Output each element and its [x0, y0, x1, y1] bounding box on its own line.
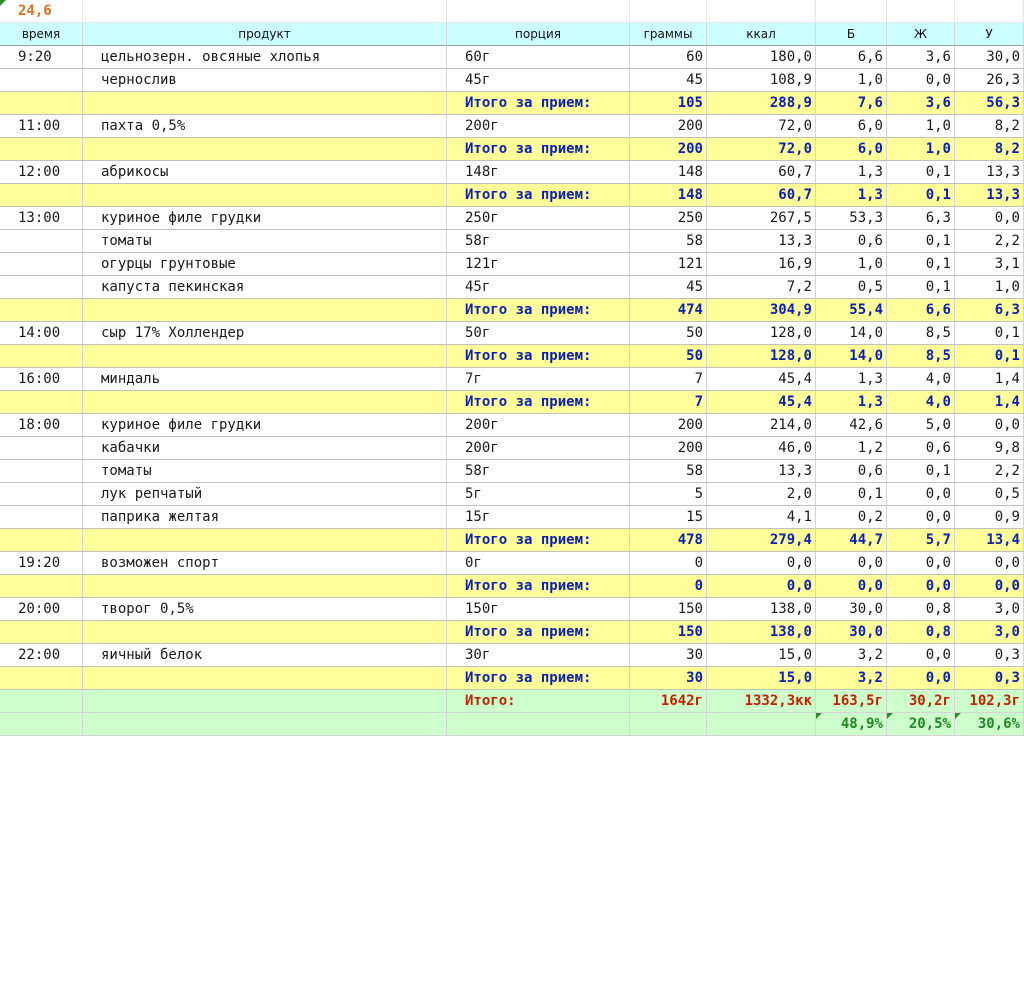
cell-grams[interactable]: 200 [630, 414, 707, 437]
cell-fat[interactable]: 0,0 [887, 506, 955, 529]
cell-kcal[interactable]: 45,4 [707, 391, 816, 414]
cell-time[interactable]: 9:20 [0, 46, 83, 69]
table-row [0, 207, 1024, 230]
subtotal-row [0, 184, 1024, 207]
cell-fat[interactable]: 0,1 [887, 184, 955, 207]
subtotal-row [0, 575, 1024, 598]
cell-empty[interactable] [0, 138, 83, 161]
cell-portion[interactable]: 60г [447, 46, 630, 69]
cell-time[interactable] [0, 437, 83, 460]
cell-product[interactable]: возможен спорт [83, 552, 447, 575]
header-fat[interactable]: Ж [887, 23, 955, 46]
cell-carbs[interactable]: 0,3 [955, 667, 1024, 690]
table-row [0, 483, 1024, 506]
cell-product[interactable]: пахта 0,5% [83, 115, 447, 138]
cell-carbs[interactable]: 26,3 [955, 69, 1024, 92]
cell-empty[interactable] [83, 345, 447, 368]
cell-protein[interactable]: 14,0 [816, 322, 887, 345]
cell-carbs[interactable]: 0,0 [955, 552, 1024, 575]
percent-value: 48,9% [840, 716, 883, 732]
cell-carbs[interactable]: 13,3 [955, 161, 1024, 184]
cell-empty[interactable] [83, 621, 447, 644]
cell-fat[interactable]: 3,6 [887, 92, 955, 115]
cell-empty[interactable] [955, 0, 1024, 23]
cell-kcal[interactable]: 46,0 [707, 437, 816, 460]
cell-product[interactable]: чернослив [83, 69, 447, 92]
cell-kcal[interactable]: 138,0 [707, 598, 816, 621]
table-row [0, 161, 1024, 184]
cell-product[interactable]: огурцы грунтовые [83, 253, 447, 276]
cell-protein[interactable]: 0,0 [816, 575, 887, 598]
cell-fat[interactable]: 0,0 [887, 552, 955, 575]
cell-protein[interactable]: 30,0 [816, 598, 887, 621]
cell-kcal[interactable]: 267,5 [707, 207, 816, 230]
cell-fat[interactable]: 8,5 [887, 322, 955, 345]
percent-carbs[interactable] [955, 713, 1024, 736]
cell-fat[interactable]: 0,0 [887, 644, 955, 667]
cell-fat[interactable]: 0,1 [887, 230, 955, 253]
cell-kcal[interactable]: 4,1 [707, 506, 816, 529]
comment-marker-icon [816, 713, 822, 719]
cell-product[interactable]: яичный белок [83, 644, 447, 667]
subtotal-label[interactable]: Итого за прием: [447, 575, 630, 598]
cell-fat[interactable]: 3,6 [887, 46, 955, 69]
cell-kcal[interactable]: 128,0 [707, 322, 816, 345]
cell-portion[interactable]: 148г [447, 161, 630, 184]
cell-portion[interactable]: 250г [447, 207, 630, 230]
cell-carbs[interactable]: 0,1 [955, 345, 1024, 368]
cell-fat[interactable]: 1,0 [887, 138, 955, 161]
cell-grams[interactable]: 7 [630, 368, 707, 391]
cell-portion[interactable]: 45г [447, 276, 630, 299]
cell-protein[interactable]: 0,6 [816, 460, 887, 483]
cell-protein[interactable]: 6,6 [816, 46, 887, 69]
cell-carbs[interactable]: 0,0 [955, 207, 1024, 230]
subtotal-label[interactable]: Итого за прием: [447, 529, 630, 552]
cell-empty[interactable] [83, 184, 447, 207]
cell-portion[interactable]: 150г [447, 598, 630, 621]
cell-kcal[interactable]: 7,2 [707, 276, 816, 299]
table-row [0, 460, 1024, 483]
cell-fat[interactable]: 0,8 [887, 621, 955, 644]
cell-empty[interactable] [0, 529, 83, 552]
cell-kcal[interactable]: 16,9 [707, 253, 816, 276]
table-row [0, 552, 1024, 575]
cell-portion[interactable]: 5г [447, 483, 630, 506]
header-protein[interactable]: Б [816, 23, 887, 46]
cell-time[interactable]: 20:00 [0, 598, 83, 621]
cell-kcal[interactable]: 15,0 [707, 644, 816, 667]
cell-product[interactable]: абрикосы [83, 161, 447, 184]
cell-kcal[interactable]: 60,7 [707, 184, 816, 207]
cell-fat[interactable]: 0,1 [887, 460, 955, 483]
cell-fat[interactable]: 6,6 [887, 299, 955, 322]
cell-fat[interactable]: 0,8 [887, 598, 955, 621]
cell-kcal[interactable]: 72,0 [707, 138, 816, 161]
cell-grams[interactable]: 200 [630, 115, 707, 138]
cell-product[interactable]: цельнозерн. овсяные хлопья [83, 46, 447, 69]
cell-product[interactable]: томаты [83, 230, 447, 253]
cell-portion[interactable]: 7г [447, 368, 630, 391]
cell-grams[interactable]: 148 [630, 161, 707, 184]
cell-kcal[interactable]: 13,3 [707, 230, 816, 253]
cell-time[interactable]: 13:00 [0, 207, 83, 230]
cell-time[interactable] [0, 69, 83, 92]
cell-protein[interactable]: 42,6 [816, 414, 887, 437]
percent-value: 30,6% [977, 716, 1020, 732]
cell-empty[interactable] [83, 0, 447, 23]
cell-grams[interactable]: 0 [630, 552, 707, 575]
cell-fat[interactable]: 0,0 [887, 667, 955, 690]
cell-product[interactable]: томаты [83, 460, 447, 483]
cell-product[interactable]: лук репчатый [83, 483, 447, 506]
cell-grams[interactable]: 30 [630, 667, 707, 690]
cell-kcal[interactable]: 13,3 [707, 460, 816, 483]
cell-grams[interactable]: 50 [630, 322, 707, 345]
cell-empty[interactable] [0, 690, 83, 713]
cell-empty[interactable] [0, 345, 83, 368]
cell-carbs[interactable]: 8,2 [955, 115, 1024, 138]
cell-portion[interactable]: 121г [447, 253, 630, 276]
cell-fat[interactable]: 8,5 [887, 345, 955, 368]
cell-empty[interactable] [0, 575, 83, 598]
cell-product[interactable]: капуста пекинская [83, 276, 447, 299]
comment-marker-icon [0, 0, 6, 6]
cell-kcal[interactable]: 2,0 [707, 483, 816, 506]
cell-fat[interactable]: 0,0 [887, 575, 955, 598]
subtotal-label[interactable]: Итого за прием: [447, 345, 630, 368]
cell-kcal[interactable]: 304,9 [707, 299, 816, 322]
cell-protein[interactable]: 0,2 [816, 506, 887, 529]
cell-time[interactable]: 22:00 [0, 644, 83, 667]
percent-row [0, 713, 1024, 736]
table-row [0, 414, 1024, 437]
cell-kcal[interactable]: 0,0 [707, 552, 816, 575]
cell-grams[interactable]: 50 [630, 345, 707, 368]
cell-time[interactable] [0, 230, 83, 253]
cell-fat[interactable]: 1,0 [887, 115, 955, 138]
cell-empty[interactable] [0, 92, 83, 115]
cell-carbs[interactable]: 0,0 [955, 575, 1024, 598]
table-row [0, 276, 1024, 299]
cell-carbs[interactable]: 9,8 [955, 437, 1024, 460]
cell-empty[interactable] [83, 92, 447, 115]
cell-time[interactable] [0, 276, 83, 299]
cell-protein[interactable]: 6,0 [816, 115, 887, 138]
cell-empty[interactable] [630, 0, 707, 23]
cell-fat[interactable]: 0,1 [887, 161, 955, 184]
cell-carbs[interactable]: 102,3г [955, 690, 1024, 713]
cell-empty[interactable] [83, 391, 447, 414]
cell-grams[interactable]: 5 [630, 483, 707, 506]
header-grams[interactable]: граммы [630, 23, 707, 46]
cell-portion[interactable]: 58г [447, 460, 630, 483]
cell-grams[interactable]: 58 [630, 460, 707, 483]
cell-grams[interactable]: 250 [630, 207, 707, 230]
cell-product[interactable]: куриное филе грудки [83, 414, 447, 437]
subtotal-row [0, 621, 1024, 644]
cell-empty[interactable] [0, 299, 83, 322]
header-kcal[interactable]: ккал [707, 23, 816, 46]
cell-carbs[interactable]: 0,9 [955, 506, 1024, 529]
cell-grams[interactable]: 30 [630, 644, 707, 667]
cell-grams[interactable]: 15 [630, 506, 707, 529]
cell-time[interactable]: 16:00 [0, 368, 83, 391]
subtotal-label[interactable]: Итого за прием: [447, 92, 630, 115]
cell-grams[interactable]: 150 [630, 598, 707, 621]
cell-grams[interactable]: 200 [630, 437, 707, 460]
cell-carbs[interactable]: 0,1 [955, 322, 1024, 345]
cell-portion[interactable]: 45г [447, 69, 630, 92]
percent-protein[interactable] [816, 713, 887, 736]
cell-protein[interactable]: 1,3 [816, 368, 887, 391]
cell-fat[interactable]: 4,0 [887, 391, 955, 414]
cell-carbs[interactable]: 3,0 [955, 621, 1024, 644]
cell-product[interactable]: миндаль [83, 368, 447, 391]
cell-carbs[interactable]: 0,0 [955, 414, 1024, 437]
cell-fat[interactable]: 30,2г [887, 690, 955, 713]
cell-time[interactable]: 14:00 [0, 322, 83, 345]
cell-product[interactable]: кабачки [83, 437, 447, 460]
cell-carbs[interactable]: 1,4 [955, 368, 1024, 391]
cell-kcal[interactable]: 45,4 [707, 368, 816, 391]
cell-protein[interactable]: 163,5г [816, 690, 887, 713]
cell-time[interactable] [0, 253, 83, 276]
cell-fat[interactable]: 4,0 [887, 368, 955, 391]
cell-time[interactable]: 19:20 [0, 552, 83, 575]
cell-carbs[interactable]: 13,4 [955, 529, 1024, 552]
cell-protein[interactable]: 3,2 [816, 667, 887, 690]
subtotal-label[interactable]: Итого за прием: [447, 391, 630, 414]
cell-portion[interactable]: 58г [447, 230, 630, 253]
table-row [0, 598, 1024, 621]
sheet-row-top [0, 0, 1024, 23]
cell-grams[interactable]: 0 [630, 575, 707, 598]
cell-kcal[interactable]: 138,0 [707, 621, 816, 644]
cell-carbs[interactable]: 1,4 [955, 391, 1024, 414]
subtotal-row [0, 345, 1024, 368]
cell-protein[interactable]: 14,0 [816, 345, 887, 368]
cell-portion[interactable]: 200г [447, 414, 630, 437]
cell-kcal[interactable]: 15,0 [707, 667, 816, 690]
grand-total-label[interactable]: Итого: [447, 690, 630, 713]
subtotal-row [0, 391, 1024, 414]
cell-empty[interactable] [447, 0, 630, 23]
cell-empty[interactable] [0, 621, 83, 644]
cell-grams[interactable]: 478 [630, 529, 707, 552]
cell-grams[interactable]: 58 [630, 230, 707, 253]
comment-marker-icon [887, 713, 893, 719]
subtotal-row [0, 299, 1024, 322]
header-portion[interactable]: порция [447, 23, 630, 46]
cell-protein[interactable]: 3,2 [816, 644, 887, 667]
cell-product[interactable]: паприка желтая [83, 506, 447, 529]
cell-protein[interactable]: 1,3 [816, 184, 887, 207]
table-row [0, 46, 1024, 69]
cell-time[interactable] [0, 506, 83, 529]
cell-empty[interactable] [707, 0, 816, 23]
cell-empty[interactable] [0, 391, 83, 414]
cell-time[interactable] [0, 460, 83, 483]
cell-empty[interactable] [83, 575, 447, 598]
cell-empty[interactable] [630, 713, 707, 736]
cell-grams[interactable]: 474 [630, 299, 707, 322]
cell-kcal[interactable]: 108,9 [707, 69, 816, 92]
subtotal-label[interactable]: Итого за прием: [447, 299, 630, 322]
subtotal-row [0, 138, 1024, 161]
cell-protein[interactable]: 1,0 [816, 253, 887, 276]
cell-protein[interactable]: 0,1 [816, 483, 887, 506]
cell-kcal[interactable]: 0,0 [707, 575, 816, 598]
cell-empty[interactable] [447, 713, 630, 736]
cell-carbs[interactable]: 0,5 [955, 483, 1024, 506]
cell-empty[interactable] [83, 138, 447, 161]
cell-carbs[interactable]: 2,2 [955, 230, 1024, 253]
cell-kcal[interactable]: 180,0 [707, 46, 816, 69]
cell-carbs[interactable]: 56,3 [955, 92, 1024, 115]
table-row [0, 437, 1024, 460]
table-row [0, 644, 1024, 667]
cell-kcal[interactable]: 128,0 [707, 345, 816, 368]
cell-grams[interactable]: 1642г [630, 690, 707, 713]
cell-fat[interactable]: 0,0 [887, 69, 955, 92]
cell-carbs[interactable]: 2,2 [955, 460, 1024, 483]
subtotal-label[interactable]: Итого за прием: [447, 138, 630, 161]
cell-portion[interactable]: 200г [447, 115, 630, 138]
cell-protein[interactable]: 1,3 [816, 391, 887, 414]
cell-grams[interactable]: 45 [630, 276, 707, 299]
header-carbs[interactable]: У [955, 23, 1024, 46]
header-time[interactable]: время [0, 23, 83, 46]
table-row [0, 115, 1024, 138]
subtotal-row [0, 92, 1024, 115]
cell-empty[interactable] [83, 690, 447, 713]
cell-portion[interactable]: 200г [447, 437, 630, 460]
cell-carbs[interactable]: 3,1 [955, 253, 1024, 276]
cell-protein[interactable]: 30,0 [816, 621, 887, 644]
cell-protein[interactable]: 7,6 [816, 92, 887, 115]
cell-empty[interactable] [0, 184, 83, 207]
cell-kcal[interactable]: 72,0 [707, 115, 816, 138]
cell-protein[interactable]: 1,0 [816, 69, 887, 92]
cell-protein[interactable]: 55,4 [816, 299, 887, 322]
cell-top-value[interactable] [0, 0, 83, 23]
cell-fat[interactable]: 5,0 [887, 414, 955, 437]
cell-protein[interactable]: 0,5 [816, 276, 887, 299]
cell-grams[interactable]: 7 [630, 391, 707, 414]
table-row [0, 322, 1024, 345]
header-product[interactable]: продукт [83, 23, 447, 46]
header-row [0, 23, 1024, 46]
subtotal-row [0, 667, 1024, 690]
cell-portion[interactable]: 15г [447, 506, 630, 529]
grand-total-row [0, 690, 1024, 713]
cell-kcal[interactable]: 1332,3кк [707, 690, 816, 713]
cell-protein[interactable]: 0,0 [816, 552, 887, 575]
cell-kcal[interactable]: 60,7 [707, 161, 816, 184]
subtotal-label[interactable]: Итого за прием: [447, 667, 630, 690]
cell-protein[interactable]: 6,0 [816, 138, 887, 161]
cell-protein[interactable]: 53,3 [816, 207, 887, 230]
cell-product[interactable]: сыр 17% Холлендер [83, 322, 447, 345]
cell-product[interactable]: творог 0,5% [83, 598, 447, 621]
cell-empty[interactable] [707, 713, 816, 736]
cell-empty[interactable] [83, 667, 447, 690]
cell-fat[interactable]: 0,1 [887, 276, 955, 299]
cell-empty[interactable] [83, 299, 447, 322]
table-row [0, 506, 1024, 529]
cell-time[interactable] [0, 483, 83, 506]
cell-protein[interactable]: 0,6 [816, 230, 887, 253]
cell-carbs[interactable]: 13,3 [955, 184, 1024, 207]
table-row [0, 368, 1024, 391]
cell-fat[interactable]: 6,3 [887, 207, 955, 230]
cell-portion[interactable]: 30г [447, 644, 630, 667]
cell-product[interactable]: куриное филе грудки [83, 207, 447, 230]
cell-kcal[interactable]: 279,4 [707, 529, 816, 552]
cell-empty[interactable] [83, 529, 447, 552]
cell-portion[interactable]: 50г [447, 322, 630, 345]
cell-time[interactable]: 12:00 [0, 161, 83, 184]
cell-fat[interactable]: 0,6 [887, 437, 955, 460]
cell-carbs[interactable]: 3,0 [955, 598, 1024, 621]
cell-empty[interactable] [887, 0, 955, 23]
cell-protein[interactable]: 44,7 [816, 529, 887, 552]
cell-carbs[interactable]: 6,3 [955, 299, 1024, 322]
cell-empty[interactable] [0, 667, 83, 690]
top-value-text: 24,6 [18, 3, 52, 19]
cell-empty[interactable] [0, 713, 83, 736]
cell-time[interactable]: 18:00 [0, 414, 83, 437]
cell-carbs[interactable]: 30,0 [955, 46, 1024, 69]
cell-portion[interactable]: 0г [447, 552, 630, 575]
cell-grams[interactable]: 105 [630, 92, 707, 115]
cell-grams[interactable]: 60 [630, 46, 707, 69]
cell-protein[interactable]: 1,2 [816, 437, 887, 460]
cell-fat[interactable]: 5,7 [887, 529, 955, 552]
cell-empty[interactable] [83, 713, 447, 736]
table-row [0, 69, 1024, 92]
cell-empty[interactable] [816, 0, 887, 23]
percent-value: 20,5% [908, 716, 951, 732]
cell-grams[interactable]: 148 [630, 184, 707, 207]
subtotal-row [0, 529, 1024, 552]
comment-marker-icon [955, 713, 961, 719]
subtotal-label[interactable]: Итого за прием: [447, 621, 630, 644]
cell-fat[interactable]: 0,0 [887, 483, 955, 506]
cell-grams[interactable]: 150 [630, 621, 707, 644]
cell-time[interactable]: 11:00 [0, 115, 83, 138]
cell-carbs[interactable]: 8,2 [955, 138, 1024, 161]
table-row [0, 253, 1024, 276]
cell-grams[interactable]: 200 [630, 138, 707, 161]
cell-grams[interactable]: 45 [630, 69, 707, 92]
cell-carbs[interactable]: 1,0 [955, 276, 1024, 299]
cell-fat[interactable]: 0,1 [887, 253, 955, 276]
cell-carbs[interactable]: 0,3 [955, 644, 1024, 667]
table-row [0, 230, 1024, 253]
cell-kcal[interactable]: 214,0 [707, 414, 816, 437]
cell-grams[interactable]: 121 [630, 253, 707, 276]
cell-kcal[interactable]: 288,9 [707, 92, 816, 115]
percent-fat[interactable] [887, 713, 955, 736]
cell-protein[interactable]: 1,3 [816, 161, 887, 184]
subtotal-label[interactable]: Итого за прием: [447, 184, 630, 207]
